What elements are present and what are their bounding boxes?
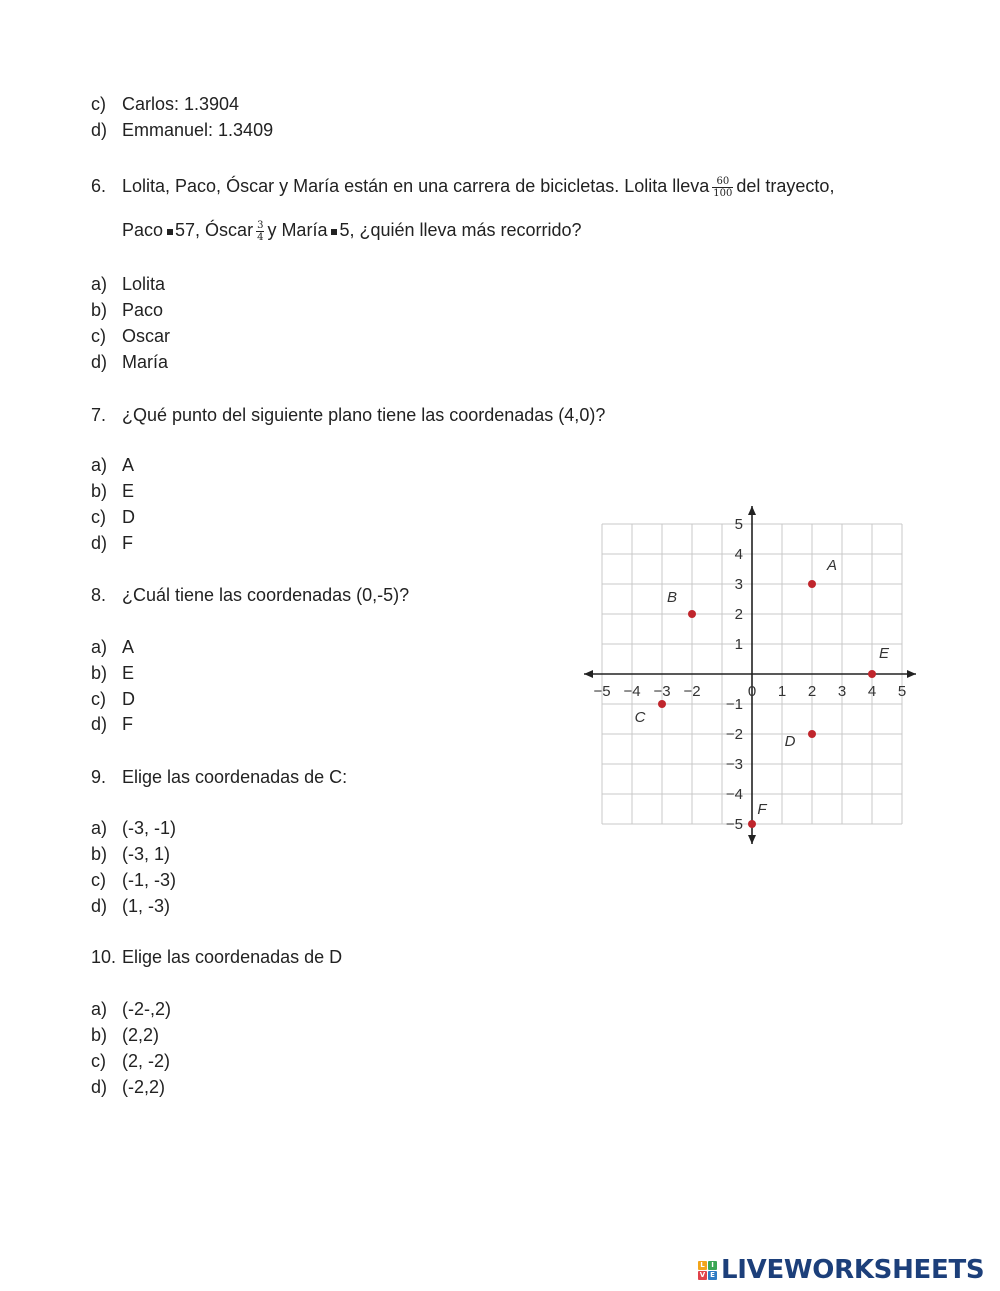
option-label: c)	[91, 507, 106, 527]
y-tick-label: −2	[725, 726, 743, 743]
y-tick-label: 1	[734, 636, 743, 653]
q6-question-line-2: Paco 57, Óscar $\frac{3}{4}$ y María 5, ¿quién lleva más recorrido?	[122, 219, 582, 243]
question-number: 6.	[91, 176, 107, 196]
x-tick-label: −2	[683, 683, 701, 700]
point-d	[808, 730, 816, 738]
y-tick-label: −1	[725, 696, 743, 713]
y-tick-label: −5	[725, 816, 743, 833]
liveworksheets-logo	[698, 1255, 984, 1285]
point-e	[868, 670, 876, 678]
question-text: Elige las coordenadas de C:	[122, 767, 348, 787]
option-text: Paco	[122, 300, 164, 320]
option-label: a)	[91, 455, 108, 475]
x-tick-label: −4	[623, 683, 641, 700]
point-b	[688, 610, 696, 618]
option-label: c)	[91, 870, 106, 890]
option-text: Carlos: 1.3904	[122, 94, 240, 114]
x-tick-label: 1	[777, 683, 787, 700]
point-label-e: E	[878, 645, 890, 662]
option-text: (2,2)	[122, 1025, 160, 1045]
option-label: d)	[91, 714, 108, 734]
y-tick-label: 4	[734, 546, 743, 563]
option-text: F	[122, 533, 133, 553]
point-label-a: A	[826, 557, 838, 574]
question-number: 10.	[91, 947, 117, 967]
option-label: b)	[91, 1025, 108, 1045]
option-text: E	[122, 481, 135, 501]
missing-symbol	[331, 229, 337, 235]
missing-symbol	[167, 229, 173, 235]
option-label: c)	[91, 326, 106, 346]
point-label-f: F	[757, 801, 767, 818]
logo-squares-icon: L I V E	[698, 1261, 717, 1280]
x-axis-arrow-left	[584, 670, 593, 678]
point-a	[808, 580, 816, 588]
y-axis-arrow-down	[748, 835, 756, 844]
option-label: b)	[91, 844, 108, 864]
option-text: (-3, -1)	[122, 818, 176, 838]
question-text: ¿Qué punto del siguiente plano tiene las coordenadas (4,0)?	[122, 405, 606, 425]
option-label: b)	[91, 481, 108, 501]
option-text: F	[122, 714, 133, 734]
question-text: ¿Cuál tiene las coordenadas (0,-5)?	[122, 585, 410, 605]
x-tick-label: 2	[807, 683, 817, 700]
option-text: E	[122, 663, 135, 683]
option-label: c)	[91, 94, 106, 114]
fraction-60-100: $\frac{60}{100}$	[713, 175, 733, 199]
y-tick-label: −4	[725, 786, 743, 803]
x-tick-label: −5	[593, 683, 611, 700]
point-f	[748, 820, 756, 828]
point-label-b: B	[666, 589, 678, 606]
option-text: (-2-,2)	[122, 999, 171, 1019]
x-tick-label: 3	[837, 683, 847, 700]
option-label: d)	[91, 120, 108, 140]
y-tick-label: −3	[725, 756, 743, 773]
option-label: c)	[91, 689, 106, 709]
point-c	[658, 700, 666, 708]
brand-name: LIVEWORKSHEETS	[721, 1255, 985, 1285]
option-text: Emmanuel: 1.3409	[122, 120, 274, 140]
option-label: d)	[91, 896, 108, 916]
option-text: María	[122, 352, 169, 372]
option-label: a)	[91, 637, 108, 657]
option-text: (-3, 1)	[122, 844, 171, 864]
option-text: A	[122, 455, 135, 475]
x-tick-label: −3	[653, 683, 671, 700]
option-label: d)	[91, 1077, 108, 1097]
y-axis-arrow-up	[748, 506, 756, 515]
option-text: A	[122, 637, 135, 657]
x-tick-label: 4	[867, 683, 877, 700]
option-label: a)	[91, 999, 108, 1019]
question-text: Elige las coordenadas de D	[122, 947, 343, 967]
question-number: 8.	[91, 585, 107, 605]
option-text: Lolita	[122, 274, 166, 294]
option-text: (1, -3)	[122, 896, 171, 916]
option-label: d)	[91, 533, 108, 553]
point-label-c: C	[634, 709, 646, 726]
option-text: D	[122, 689, 135, 709]
coordinate-plane	[580, 500, 920, 850]
option-label: a)	[91, 274, 108, 294]
y-tick-label: 2	[734, 606, 743, 623]
x-axis-arrow-right	[907, 670, 916, 678]
option-text: Oscar	[122, 326, 171, 346]
option-label: b)	[91, 663, 108, 683]
option-text: D	[122, 507, 135, 527]
question-number: 9.	[91, 767, 107, 787]
question-line-1: Lolita, Paco, Óscar y María están en una carrera de bicicletas. Lolita lleva $\frac{60}{100}$ del trayecto,	[122, 175, 835, 199]
y-tick-label: 3	[734, 576, 743, 593]
point-label-d: D	[784, 733, 796, 750]
option-text: (2, -2)	[122, 1051, 171, 1071]
option-label: b)	[91, 300, 108, 320]
y-tick-label: 5	[734, 516, 743, 533]
option-text: (-2,2)	[122, 1077, 166, 1097]
x-tick-label: 0	[747, 683, 757, 700]
fraction-3-4: $\frac{3}{4}$	[257, 219, 264, 243]
option-label: d)	[91, 352, 108, 372]
option-label: a)	[91, 818, 108, 838]
question-number: 7.	[91, 405, 107, 425]
option-text: (-1, -3)	[122, 870, 176, 890]
x-tick-label: 5	[897, 683, 907, 700]
option-label: c)	[91, 1051, 106, 1071]
